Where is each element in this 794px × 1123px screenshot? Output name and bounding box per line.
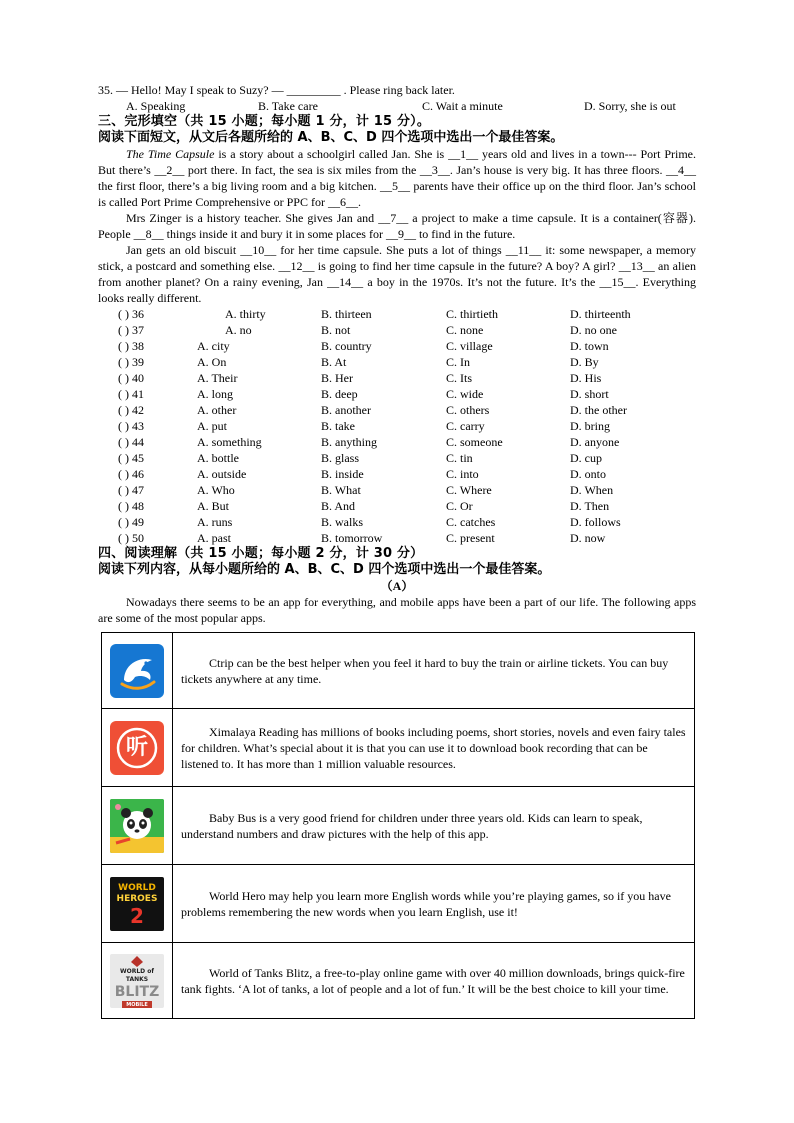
exam-page [98,82,696,1019]
option-b: B. thirteen [321,307,372,321]
option-d: D. thirteenth [570,307,631,321]
app-row-ctrip [102,633,695,709]
app-row-worldhero [102,865,695,943]
app-row-tanks [102,943,695,1019]
option-a: A. long [197,387,233,401]
option-a: A. But [197,499,230,513]
option-b: B. anything [321,435,377,449]
item-number: ( ) 39 [118,355,144,369]
cloze-item-row [98,354,696,370]
option-d: D. Sorry, she is out [584,99,676,113]
option-c: C. tin [446,451,473,465]
option-c: C. In [446,355,470,369]
option-c: C. Its [446,371,473,385]
app-description: Ctrip can be the best helper when you feel it hard to buy the train or airline tickets. You can buy tickets anywhere at any time. [181,655,669,686]
item-number: ( ) 43 [118,419,144,433]
option-a: A. other [197,403,237,417]
logo-line-2: HEROES [116,893,158,904]
option-c: C. others [446,403,490,417]
option-a: A. runs [197,515,233,529]
app-row-ximalaya [102,709,695,787]
cloze-item-row [98,338,696,354]
story-title: The Time Capsule [126,147,215,161]
option-b: B. walks [321,515,363,529]
option-d: D. His [570,371,602,385]
app-row-babybus [102,787,695,865]
logo-line-3: 2 [130,903,144,928]
cloze-item-row [98,498,696,514]
baby-bus-panda-icon [110,799,164,853]
ctrip-dolphin-icon [110,644,164,698]
option-c: C. catches [446,515,496,529]
option-a: A. Speaking [126,99,186,113]
option-a: A. On [197,355,227,369]
option-d: D. follows [570,515,621,529]
logo-line-2: BLITZ [114,983,160,1000]
cloze-paragraph-1 [98,146,696,210]
option-d: D. now [570,531,606,545]
option-d: D. anyone [570,435,620,449]
option-d: D. cup [570,451,602,465]
cloze-item-row [98,514,696,530]
option-c: C. none [446,323,484,337]
option-c: C. Wait a minute [422,99,503,113]
option-a: A. city [197,339,230,353]
option-a: A. outside [197,467,247,481]
cloze-item-row [98,386,696,402]
option-d: D. the other [570,403,627,417]
option-a: A. no [225,323,252,337]
reading-intro: Nowadays there seems to be an app for everything, and mobile apps have been a part of our life. The following apps are some of the most popular apps. [98,595,696,625]
app-description: World Hero may help you learn more English words while you’re playing games, so if you have problems remembering the new words when you learn English, use it! [181,888,671,919]
option-b: B. glass [321,451,360,465]
option-b: B. tomorrow [321,531,383,545]
option-c: C. wide [446,387,484,401]
option-b: B. inside [321,467,364,481]
item-number: ( ) 44 [118,435,144,449]
cloze-item-row [98,482,696,498]
option-d: D. onto [570,467,606,481]
option-a: A. past [197,531,231,545]
option-b: B. And [321,499,356,513]
world-of-tanks-blitz-icon [110,954,164,1008]
option-b: B. another [321,403,371,417]
option-d: D. short [570,387,609,401]
option-c: C. Or [446,499,473,513]
option-d: D. When [570,483,614,497]
item-number: ( ) 47 [118,483,144,497]
item-number: ( ) 36 [118,307,144,321]
ting-glyph: 听 [125,734,148,760]
option-c: C. thirtieth [446,307,498,321]
section-4-title: 四、阅读理解（共 15 小题；每小题 2 分，计 30 分） [98,546,424,561]
section-4-instruction: 阅读下列内容，从每小题所给的 A、B、C、D 四个选项中选出一个最佳答案。 [98,562,551,577]
section-3-title: 三、完形填空（共 15 小题；每小题 1 分，计 15 分）。 [98,114,431,129]
option-d: D. By [570,355,599,369]
question-35 [98,82,696,98]
cloze-options-list [98,306,696,546]
logo-line-1: WORLD [118,882,156,893]
app-description: Baby Bus is a very good friend for children under three years old. Kids can learn to speak, understand numbers and draw pictures with the help of this app. [181,810,643,841]
option-a: A. something [197,435,262,449]
option-c: C. Where [446,483,492,497]
option-b: B. not [321,323,351,337]
logo-line-1: WORLD of TANKS [120,967,154,983]
logo-line-3: MOBILE [122,1001,152,1008]
app-description: Ximalaya Reading has millions of books including poems, short stories, novels and even fairy tales for children. What’s special about it is that you can use it to download book recording that can be listened to. It has more than 1 million valuable resources. [181,724,686,771]
option-b: B. What [321,483,361,497]
cloze-item-row [98,450,696,466]
option-a: A. thirty [225,307,266,321]
cloze-paragraph-1-text: is a story about a schoolgirl called Jan. She is __1__ years old and lives in a town--- Port Prime. But there’s __2__ port there. In fact, the sea is six miles from the __3__. Jan’s house is very big. It has three floors. __4__ the first floor, there’s a big living room and a big kitchen. __5__ parents have their office up on the third floor. Jan’s school is called Port Prime Comprehensive or PPC for __6__. [98,147,696,209]
option-b: B. take [321,419,355,433]
item-number: ( ) 42 [118,403,144,417]
app-description: World of Tanks Blitz, a free-to-play online game with over 40 million downloads, brings quick-fire tank fights. ‘A lot of tanks, a lot of people and a lot of fun.’ It will be the best choice to kill your time. [181,965,685,996]
option-c: C. someone [446,435,503,449]
option-b: B. deep [321,387,358,401]
option-d: D. Then [570,499,610,513]
option-c: C. carry [446,419,485,433]
option-a: A. put [197,419,227,433]
option-b: B. country [321,339,372,353]
cloze-paragraph-3: Jan gets an old biscuit __10__ for her time capsule. She puts a lot of things __11__ it: some newspaper, a memory stick, a postcard and something else. __12__ is going to find her time capsule in the future? A boy? A girl? __13__ an alien from another planet? On a rainy evening, Jan __14__ a boy in the 1970s. It’s not the future. It’s the __15__. Everything looks really different. [98,243,696,305]
cloze-item-row [98,418,696,434]
item-number: ( ) 45 [118,451,144,465]
cloze-item-row [98,370,696,386]
option-d: D. town [570,339,609,353]
option-a: A. Who [197,483,235,497]
option-c: C. present [446,531,495,545]
world-heroes-2-icon [110,877,164,931]
cloze-item-row [98,466,696,482]
item-number: ( ) 50 [118,531,144,545]
option-c: C. into [446,467,479,481]
reading-part-label: （A） [380,579,414,593]
section-3-instruction: 阅读下面短文，从文后各题所给的 A、B、C、D 四个选项中选出一个最佳答案。 [98,130,564,145]
cloze-item-row [98,322,696,338]
item-number: ( ) 41 [118,387,144,401]
option-a: A. bottle [197,451,239,465]
item-number: ( ) 38 [118,339,144,353]
question-35-options [98,98,696,114]
option-d: D. no one [570,323,617,337]
option-b: B. Her [321,371,353,385]
item-number: ( ) 40 [118,371,144,385]
ximalaya-ting-icon [110,721,164,775]
apps-table [101,632,695,1019]
cloze-item-row [98,306,696,322]
cloze-item-row [98,434,696,450]
question-35-stem: 35. — Hello! May I speak to Suzy? — _________ . Please ring back later. [98,83,455,97]
option-d: D. bring [570,419,610,433]
cloze-item-row [98,402,696,418]
item-number: ( ) 46 [118,467,144,481]
item-number: ( ) 48 [118,499,144,513]
option-a: A. Their [197,371,238,385]
option-c: C. village [446,339,493,353]
item-number: ( ) 49 [118,515,144,529]
item-number: ( ) 37 [118,323,144,337]
option-b: B. Take care [258,99,318,113]
cloze-item-row [98,530,696,546]
cloze-paragraph-2: Mrs Zinger is a history teacher. She gives Jan and __7__ a project to make a time capsule. It is a container(容器). People __8__ things inside it and bury it in some places for __9__ to find in the future. [98,211,696,241]
option-b: B. At [321,355,347,369]
